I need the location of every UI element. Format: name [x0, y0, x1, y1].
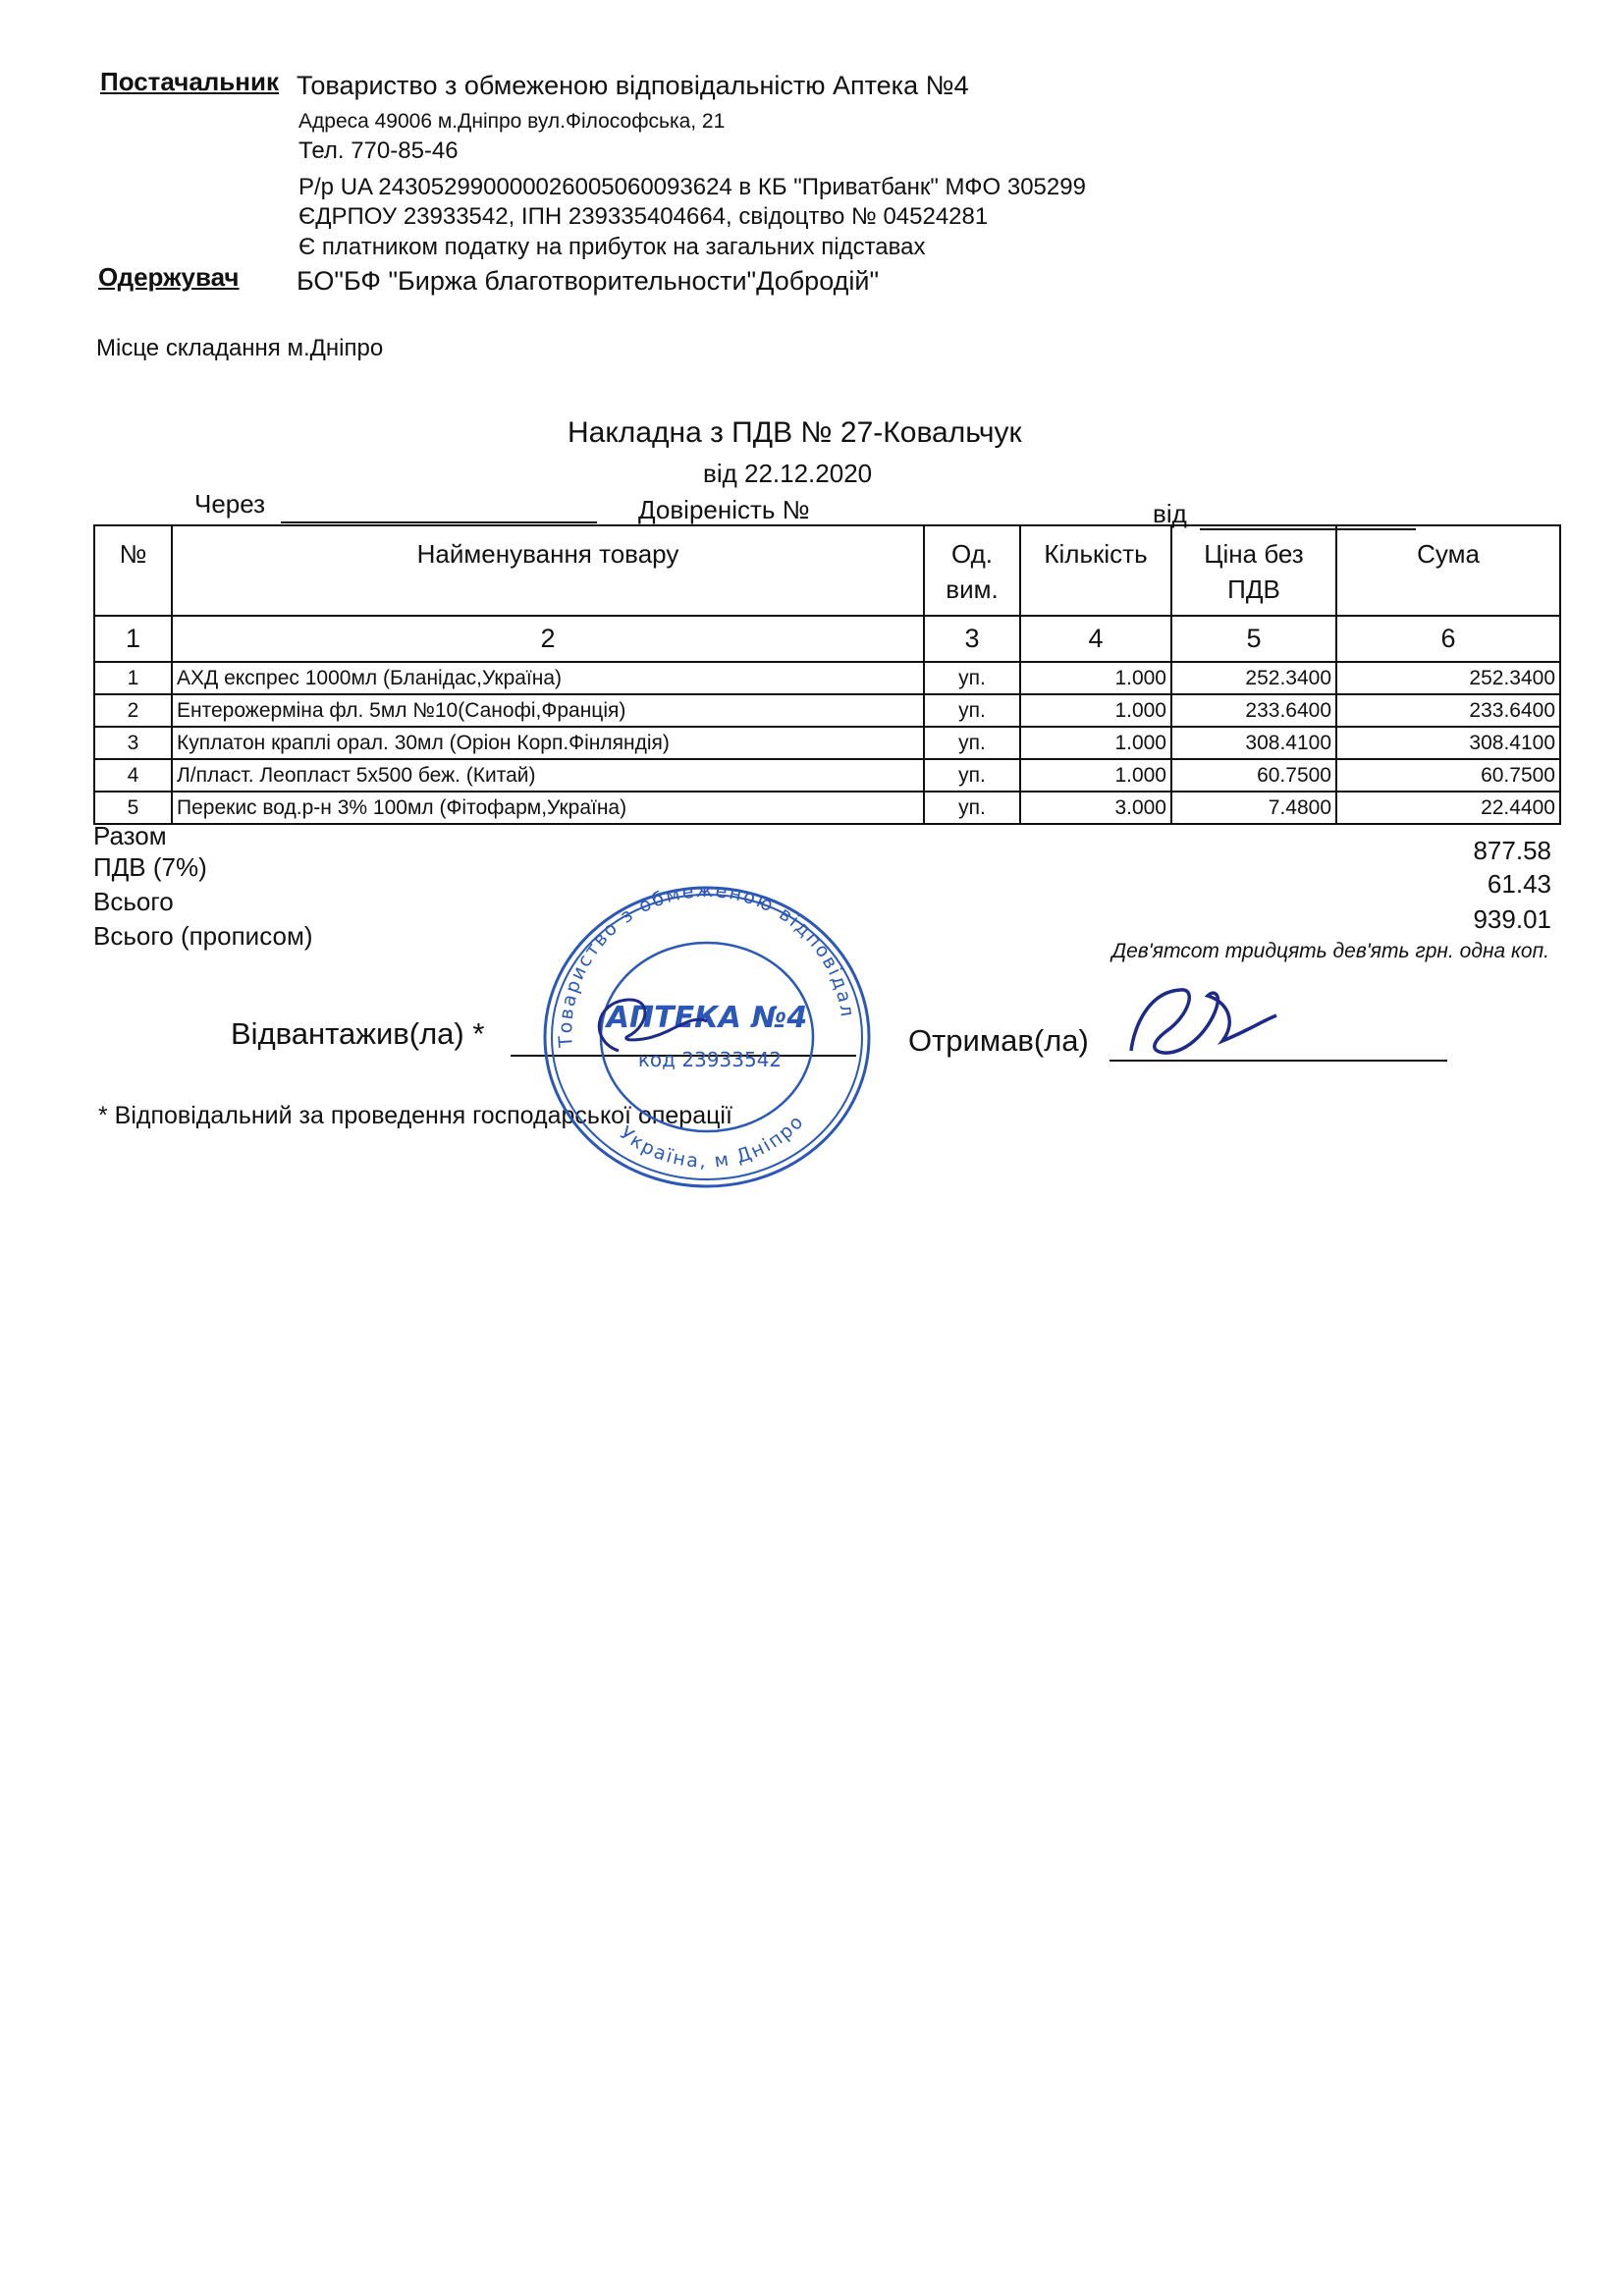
- row-unit: уп.: [924, 662, 1020, 694]
- vat-value: 61.43: [1487, 869, 1551, 899]
- row-qty: 1.000: [1020, 727, 1171, 759]
- col-number: 2: [172, 616, 924, 662]
- col-header-qty: Кількість: [1020, 525, 1171, 616]
- row-unit: уп.: [924, 694, 1020, 727]
- via-blank: [281, 521, 597, 523]
- row-qty: 1.000: [1020, 662, 1171, 694]
- table-row: [94, 792, 1560, 824]
- col-number: 3: [924, 616, 1020, 662]
- supplier-address: Адреса 49006 м.Дніпро вул.Філософська, 21: [298, 110, 726, 133]
- row-name: АХД експрес 1000мл (Бланідас,Україна): [172, 662, 924, 694]
- place-of-issue: Місце складання м.Дніпро: [96, 335, 384, 361]
- row-number: 4: [94, 759, 172, 792]
- col-number: 5: [1171, 616, 1336, 662]
- row-sum: 308.4100: [1336, 727, 1560, 759]
- row-name: Перекис вод.р-н 3% 100мл (Фітофарм,Україна): [172, 792, 924, 824]
- row-unit: уп.: [924, 759, 1020, 792]
- supplier-codes: ЄДРПОУ 23933542, ІПН 239335404664, свідоцтво № 04524281: [298, 203, 989, 230]
- supplier-label: Постачальник: [100, 67, 279, 96]
- invoice-title: Накладна з ПДВ № 27-Ковальчук: [568, 416, 1022, 449]
- row-number: 2: [94, 694, 172, 727]
- table-row: [94, 759, 1560, 792]
- supplier-tax: Є платником податку на прибуток на загальних підставах: [298, 234, 926, 260]
- col-number: 4: [1020, 616, 1171, 662]
- row-unit: уп.: [924, 792, 1020, 824]
- recipient-label: Одержувач: [98, 262, 240, 292]
- row-price: 308.4100: [1171, 727, 1336, 759]
- row-price: 60.7500: [1171, 759, 1336, 792]
- supplier-phone: Тел. 770-85-46: [298, 137, 459, 164]
- table-row: [94, 694, 1560, 727]
- stamp-ring-text: Товариство з обмеженою відповідальністю: [526, 853, 859, 1049]
- shipped-by-label: Відвантажив(ла) *: [231, 1016, 485, 1051]
- row-sum: 60.7500: [1336, 759, 1560, 792]
- col-header-price: Ціна без ПДВ: [1171, 525, 1336, 616]
- row-sum: 233.6400: [1336, 694, 1560, 727]
- row-qty: 1.000: [1020, 694, 1171, 727]
- row-name: Куплатон краплі орал. 30мл (Оріон Корп.Фінляндія): [172, 727, 924, 759]
- col-header-sum: Сума: [1336, 525, 1560, 616]
- total-words-value: Дев'ятсот тридцять дев'ять грн. одна коп.: [1111, 940, 1549, 962]
- total-label: Всього: [93, 887, 174, 916]
- row-number: 5: [94, 792, 172, 824]
- footnote: * Відповідальний за проведення господарської операції: [98, 1102, 732, 1129]
- table-header-row: [94, 525, 1560, 616]
- total-value: 939.01: [1473, 904, 1551, 934]
- row-number: 3: [94, 727, 172, 759]
- stamp-center-text: АПТЕКА №4: [606, 1001, 808, 1035]
- row-price: 7.4800: [1171, 792, 1336, 824]
- row-name: Ентерожерміна фл. 5мл №10(Санофі,Франція): [172, 694, 924, 727]
- row-sum: 22.4400: [1336, 792, 1560, 824]
- table-column-numbers: [94, 616, 1560, 662]
- subtotal-value: 877.58: [1473, 836, 1551, 865]
- subtotal-label: Разом: [93, 821, 167, 850]
- supplier-bank: Р/р UA 243052990000026005060093624 в КБ "Приватбанк" МФО 305299: [298, 174, 1086, 200]
- table-row: [94, 727, 1560, 759]
- stamp-code-text: код 23933542: [637, 1048, 783, 1071]
- shipper-signature: [550, 982, 746, 1070]
- stamp-bottom-text: Україна, м Дніпро: [615, 1110, 809, 1173]
- row-qty: 1.000: [1020, 759, 1171, 792]
- total-words-label: Всього (прописом): [93, 921, 313, 951]
- table-row: [94, 662, 1560, 694]
- row-price: 233.6400: [1171, 694, 1336, 727]
- row-number: 1: [94, 662, 172, 694]
- goods-table: [93, 524, 1561, 825]
- via-label: Через: [194, 489, 266, 519]
- supplier-name: Товариство з обмеженою відповідальністю Аптека №4: [297, 71, 969, 100]
- col-header-unit: Од. вим.: [924, 525, 1020, 616]
- proxy-from-label: від: [1153, 499, 1187, 528]
- invoice-date: від 22.12.2020: [703, 459, 873, 488]
- row-price: 252.3400: [1171, 662, 1336, 694]
- col-number: 1: [94, 616, 172, 662]
- row-name: Л/пласт. Леопласт 5х500 беж. (Китай): [172, 759, 924, 792]
- proxy-label: Довіреність №: [638, 495, 810, 524]
- row-unit: уп.: [924, 727, 1020, 759]
- recipient-signature: [1119, 972, 1286, 1070]
- col-header-name: Найменування товару: [172, 525, 924, 616]
- row-qty: 3.000: [1020, 792, 1171, 824]
- row-sum: 252.3400: [1336, 662, 1560, 694]
- received-by-label: Отримав(ла): [908, 1023, 1089, 1058]
- recipient-name: БО"БФ "Биржа благотворительности"Добродій": [297, 266, 880, 296]
- vat-label: ПДВ (7%): [93, 852, 207, 882]
- col-number: 6: [1336, 616, 1560, 662]
- col-header-number: №: [94, 525, 172, 616]
